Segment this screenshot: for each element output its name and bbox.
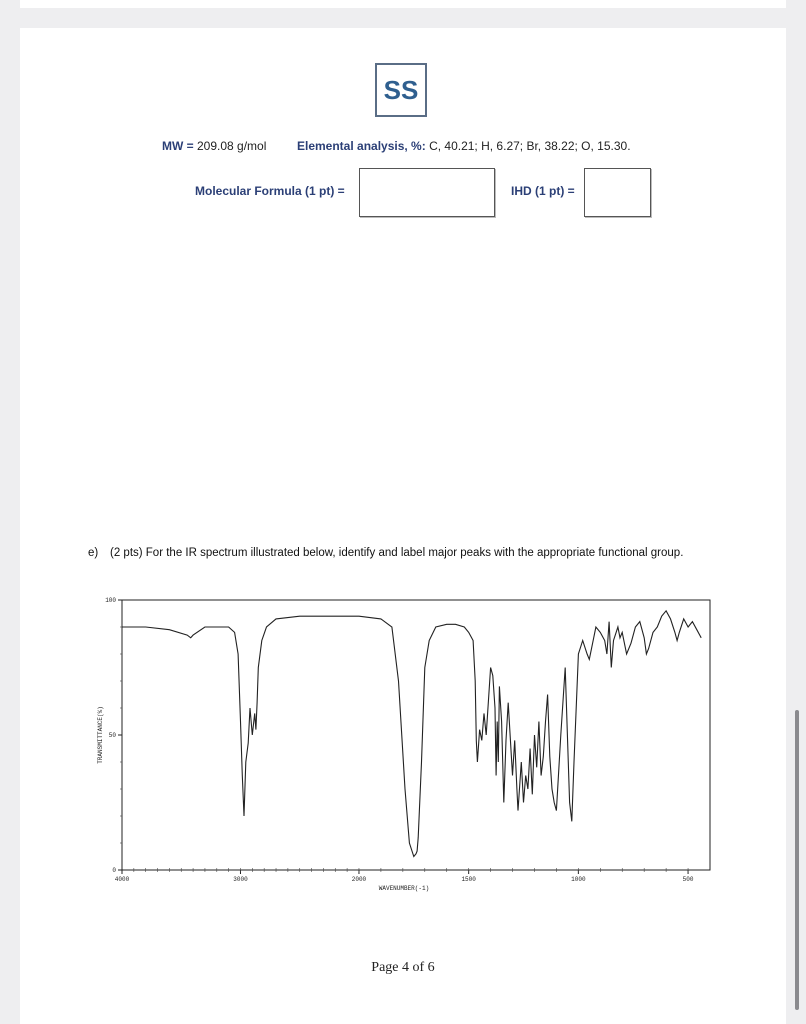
question-letter: e) [88,547,99,559]
mw-label: MW = [162,139,197,153]
question-text: (2 pts) For the IR spectrum illustrated below, identify and label major peaks with the appropriate functional group. [110,547,684,559]
elemental-analysis [297,139,631,153]
ihd-label: IHD (1 pt) = [511,184,575,198]
elemental-analysis-label: Elemental analysis, %: [297,139,426,153]
x-tick-label: 1000 [571,876,586,883]
molecular-formula-answer-box[interactable] [359,168,495,217]
scrollbar-thumb[interactable] [795,710,799,1010]
mw-value: 209.08 g/mol [197,139,267,153]
x-tick-label: 3000 [233,876,248,883]
ihd-answer-box[interactable] [584,168,651,217]
page-number: Page 4 of 6 [371,960,435,975]
ss-header-box [375,63,427,117]
x-tick-label: 4000 [114,876,130,883]
y-tick-label: 0 [112,867,116,874]
elemental-analysis-value: C, 40.21; H, 6.27; Br, 38.22; O, 15.30. [425,139,631,153]
y-axis-label: TRANSMITTANCE(%) [97,706,104,764]
ir-spectrum-chart [90,590,720,900]
x-tick-label: 2000 [351,876,367,883]
y-tick-label: 50 [108,732,116,739]
x-axis-label: WAVENUMBER(-1) [378,885,430,892]
molecular-weight [162,139,266,153]
x-tick-label: 1500 [461,876,476,883]
ss-header-text: SS [383,74,419,105]
x-tick-label: 500 [682,876,694,883]
plot-frame [122,600,710,870]
y-tick-label: 100 [105,597,116,604]
spectrum-line [122,611,701,857]
previous-page-edge [20,0,786,8]
molecular-formula-label: Molecular Formula (1 pt) = [195,184,345,198]
